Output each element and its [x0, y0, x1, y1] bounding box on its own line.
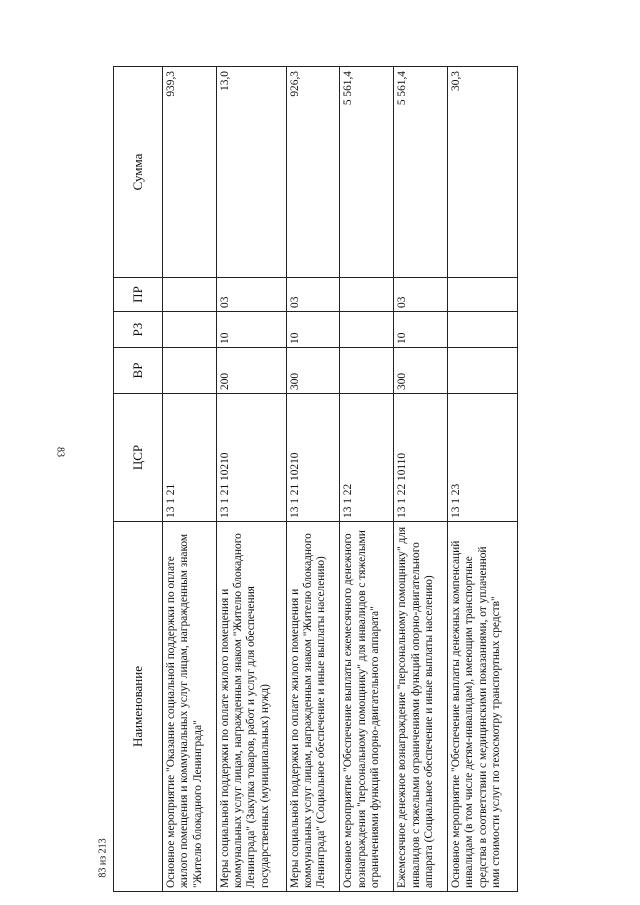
row-csr: 13 1 21 10210: [216, 394, 286, 522]
row-pr: 03: [286, 278, 340, 312]
page-footer: 83 из 213: [97, 838, 109, 878]
row-vr: 200: [216, 348, 286, 394]
header-csr: ЦСР: [114, 394, 163, 522]
row-csr: 13 1 23: [448, 394, 518, 522]
table-row: [216, 67, 286, 892]
row-csr: 13 1 22 10110: [394, 394, 448, 522]
row-vr: [163, 348, 217, 394]
table-row: [448, 67, 518, 892]
row-pr: [163, 278, 217, 312]
budget-table-area: [113, 67, 518, 892]
row-csr: 13 1 22: [340, 394, 394, 522]
row-pr: [448, 278, 518, 312]
header-rz: РЗ: [114, 312, 163, 348]
row-sum: 5 561,4: [340, 67, 394, 278]
row-csr: 13 1 21: [163, 394, 217, 522]
row-rz: 10: [216, 312, 286, 348]
row-vr: 300: [394, 348, 448, 394]
row-sum: 939,3: [163, 67, 217, 278]
budget-table: [113, 66, 518, 892]
row-pr: [340, 278, 394, 312]
row-sum: 5 561,4: [394, 67, 448, 278]
row-pr: 03: [394, 278, 448, 312]
table-header-row: [114, 67, 163, 892]
row-sum: 926,3: [286, 67, 340, 278]
row-rz: 10: [286, 312, 340, 348]
table-row: [286, 67, 340, 892]
header-pr: ПР: [114, 278, 163, 312]
table-row: [394, 67, 448, 892]
header-vr: ВР: [114, 348, 163, 394]
row-rz: [448, 312, 518, 348]
row-name: Основное мероприятие "Обеспечение выплаты ежемесячного денежного вознаграждения "персональному помощнику" для инвалидов с тяжелыми ограничениями функций опорно-двигательного аппарата": [340, 522, 394, 892]
table-row: [340, 67, 394, 892]
row-csr: 13 1 21 10210: [286, 394, 340, 522]
page-number: 83: [54, 447, 66, 457]
row-name: Меры социальной поддержки по оплате жилого помещения и коммунальных услуг лицам, награжденным знаком "Жителю блокадного Ленинграда" (Закупка товаров, работ и услуг для обеспечения государственных (муниципальных) нужд): [216, 522, 286, 892]
header-name: Наименование: [114, 522, 163, 892]
row-name: Основное мероприятие "Обеспечение выплаты денежных компенсаций инвалидам (в том числе детям-инвалидам), имеющим транспортные средства в соответствии с медицинскими показаниями, от уплаченной ими стоимости услуг по техосмотру транспортных средств": [448, 522, 518, 892]
row-vr: 300: [286, 348, 340, 394]
row-rz: [340, 312, 394, 348]
header-sum: Сумма: [114, 67, 163, 278]
row-name: Основное мероприятие "Оказание социальной поддержки по оплате жилого помещения и коммунальных услуг лицам, награжденным знаком "Жителю блокадного Ленинграда": [163, 522, 217, 892]
table-row: [163, 67, 217, 892]
row-name: Меры социальной поддержки по оплате жилого помещения и коммунальных услуг лицам, награжденным знаком "Жителю блокадного Ленинграда" (Социальное обеспечение и иные выплаты населению): [286, 522, 340, 892]
row-vr: [340, 348, 394, 394]
row-name: Ежемесячное денежное вознаграждение "персональному помощнику" для инвалидов с тяжелыми ограничениями функций опорно-двигательного аппарата (Социальное обеспечение и иные выплаты населению): [394, 522, 448, 892]
row-sum: 13,0: [216, 67, 286, 278]
row-rz: [163, 312, 217, 348]
row-vr: [448, 348, 518, 394]
row-rz: 10: [394, 312, 448, 348]
row-sum: 30,3: [448, 67, 518, 278]
row-pr: 03: [216, 278, 286, 312]
